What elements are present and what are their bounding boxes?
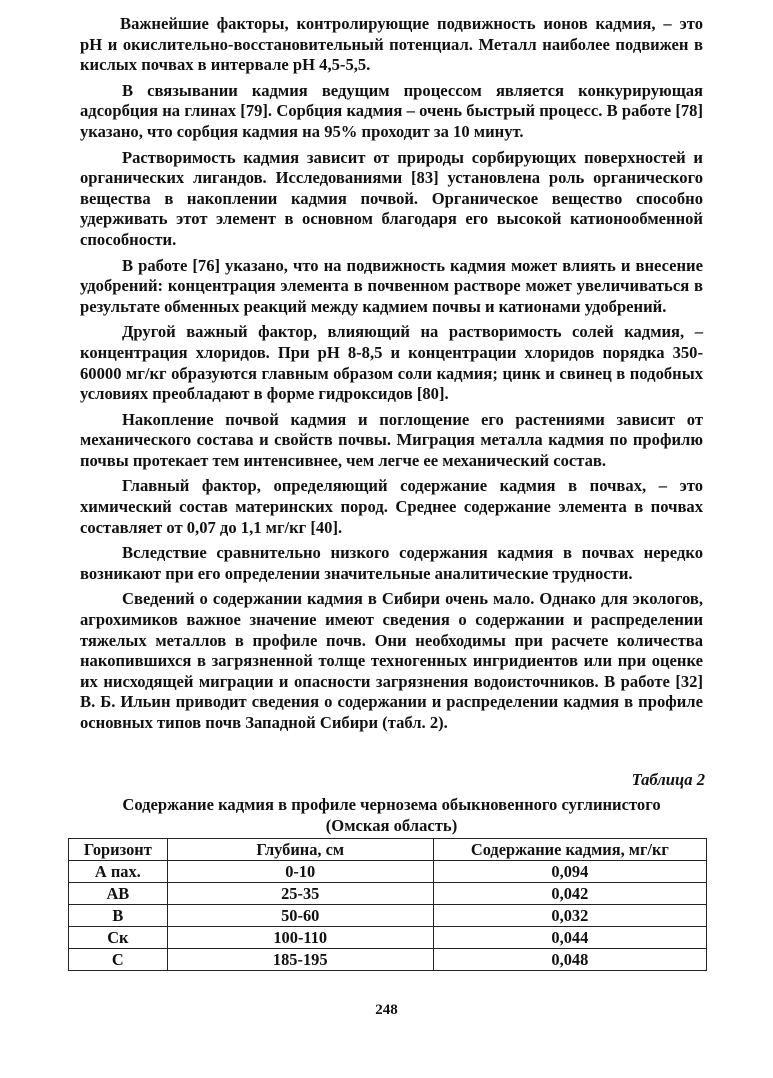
paragraph: Главный фактор, определяющий содержание кадмия в почвах, – это химический состав материнских пород. Среднее содержание элемента в почвах составляет от 0,07 до 1,1 мг/кг [40].	[80, 476, 703, 537]
table-row	[69, 861, 707, 883]
paragraph: Вследствие сравнительно низкого содержания кадмия в почвах нередко возникают при его определении значительные аналитические трудности.	[80, 543, 703, 583]
cell-cadmium: 0,094	[433, 861, 706, 883]
header-horizon: Горизонт	[69, 839, 168, 861]
table-header-row	[69, 839, 707, 861]
header-depth: Глубина, см	[167, 839, 433, 861]
cell-horizon: С	[69, 949, 168, 971]
paragraph: Растворимость кадмия зависит от природы сорбирующих поверхностей и органических лигандов. Исследованиями [83] установлена роль органического вещества в накоплении кадмия почвой. Органическое вещество способно удерживать этот элемент в основном благодаря его высокой катионообменной способности.	[80, 147, 703, 249]
cell-depth: 50-60	[167, 905, 433, 927]
table-row	[69, 883, 707, 905]
cell-depth: 185-195	[167, 949, 433, 971]
page-number: 248	[375, 1002, 398, 1018]
cell-depth: 25-35	[167, 883, 433, 905]
cell-depth: 0-10	[167, 861, 433, 883]
cadmium-table	[68, 838, 707, 971]
paragraph: В связывании кадмия ведущим процессом является конкурирующая адсорбция на глинах [79]. Сорбция кадмия – очень быстрый процесс. В работе [78] указано, что сорбция кадмия на 95% проходит за 10 минут.	[80, 80, 703, 141]
paragraph: Важнейшие факторы, контролирующие подвижность ионов кадмия, – это рН и окислительно-восстановительный потенциал. Металл наиболее подвижен в кислых почвах в интервале рН 4,5-5,5.	[80, 14, 703, 75]
cell-horizon: Ск	[69, 927, 168, 949]
table-row	[69, 927, 707, 949]
table-row	[69, 949, 707, 971]
paragraph: Другой важный фактор, влияющий на растворимость солей кадмия, – концентрация хлоридов. При рН 8-8,5 и концентрации хлоридов порядка 350-60000 мг/кг образуются главным образом соли кадмия; цинк и свинец в подобных условиях преобладают в форме гидроксидов [80].	[80, 322, 703, 404]
table-label: Таблица 2	[631, 770, 705, 789]
cell-horizon: А пах.	[69, 861, 168, 883]
cell-cadmium: 0,044	[433, 927, 706, 949]
body-text	[80, 14, 703, 739]
header-cadmium: Содержание кадмия, мг/кг	[433, 839, 706, 861]
table-title-subline: (Омская область)	[325, 816, 458, 835]
paragraph: Сведений о содержании кадмия в Сибири очень мало. Однако для экологов, агрохимиков важное значение имеют сведения о содержании и распределении тяжелых металлов в профиле почв. Они необходимы при расчете количества накопившихся в загрязненной толще техногенных ингридиентов или при оценке их нисходящей миграции и опасности загрязнения водоисточников. В работе [32] В. Б. Ильин приводит сведения о содержании и распределении кадмия в профиле основных типов почв Западной Сибири (табл. 2).	[80, 589, 703, 732]
cell-cadmium: 0,042	[433, 883, 706, 905]
cell-horizon: В	[69, 905, 168, 927]
cell-depth: 100-110	[167, 927, 433, 949]
paragraph: В работе [76] указано, что на подвижность кадмия может влиять и внесение удобрений: концентрация элемента в почвенном растворе может увеличиваться в результате обменных реакций между кадмием почвы и катионами удобрений.	[80, 255, 703, 316]
table-title-line: Содержание кадмия в профиле чернозема обыкновенного суглинистого	[122, 795, 661, 814]
cell-horizon: АВ	[69, 883, 168, 905]
paragraph: Накопление почвой кадмия и поглощение его растениями зависит от механического состава и свойств почвы. Миграция металла кадмия по профилю почвы протекает тем интенсивнее, чем легче ее механический состав.	[80, 409, 703, 470]
cell-cadmium: 0,032	[433, 905, 706, 927]
cell-cadmium: 0,048	[433, 949, 706, 971]
table-row	[69, 905, 707, 927]
table-title	[80, 794, 703, 836]
